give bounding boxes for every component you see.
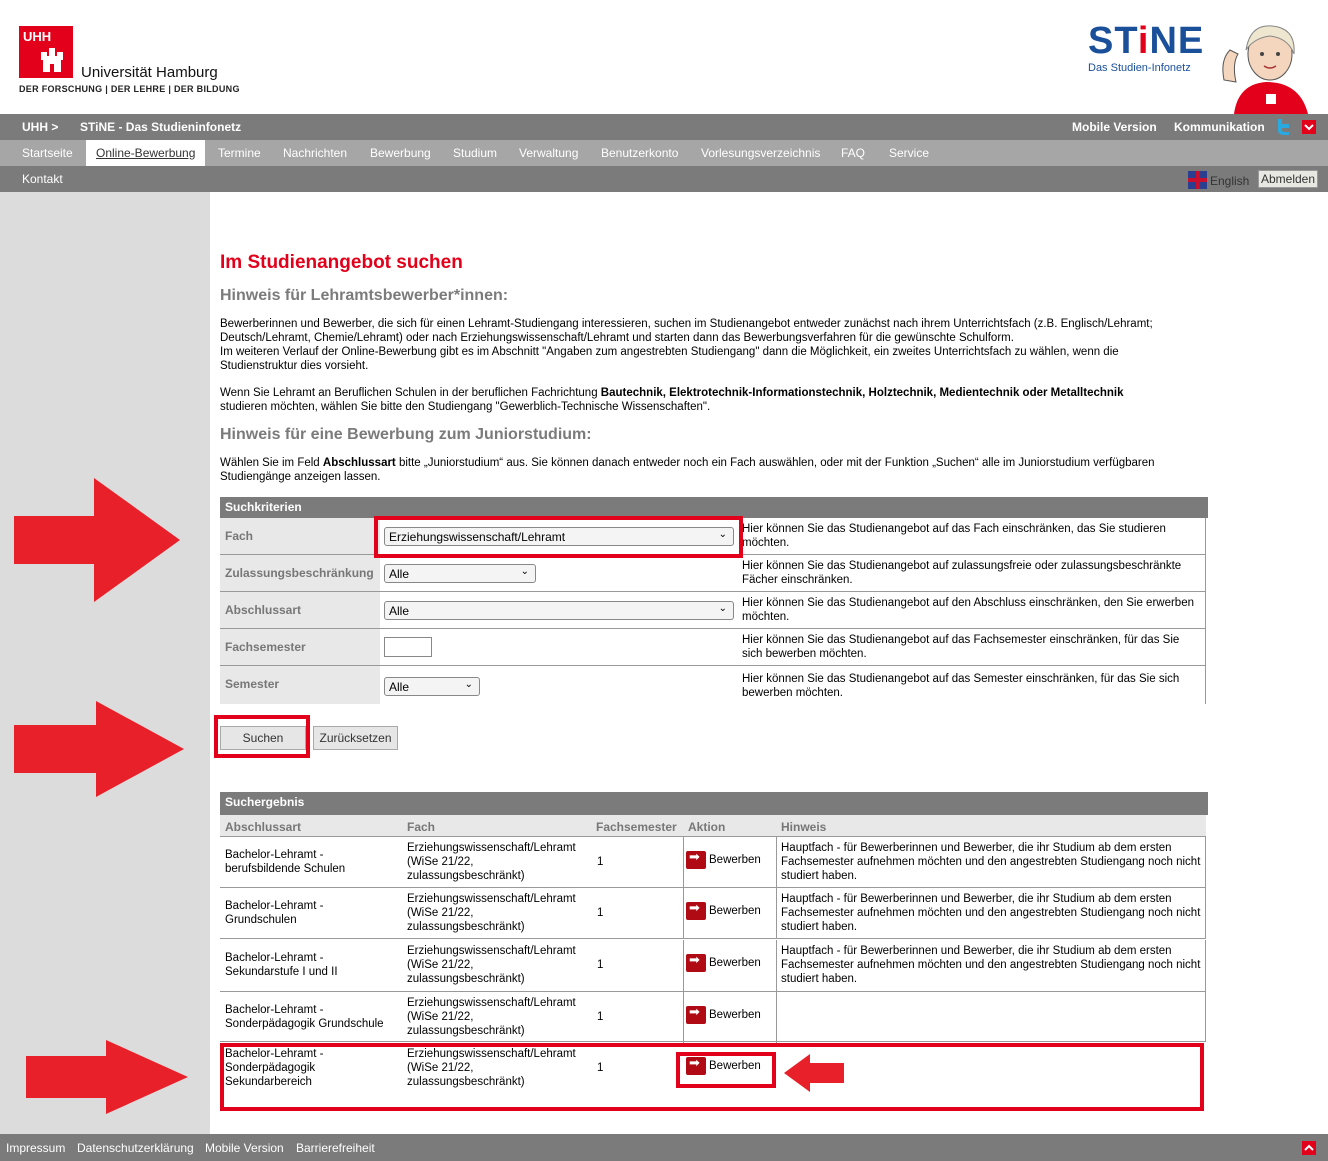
hint-lehramt-title: Hinweis für Lehramtsbewerber*innen: — [220, 287, 509, 304]
search-button[interactable]: Suchen — [220, 726, 306, 750]
red-arrow-left-icon — [784, 1054, 844, 1092]
bewerben-button[interactable] — [686, 902, 776, 920]
row-fach-line: (WiSe 21/22, — [407, 1011, 474, 1023]
row-fach-line: (WiSe 21/22, — [407, 1062, 474, 1074]
table-row — [220, 837, 1206, 888]
row-fach-line: Erziehungswissenschaft/Lehramt — [407, 1048, 576, 1060]
uhh-breadcrumb-link[interactable]: UHH > — [22, 120, 59, 134]
results-column-header — [220, 815, 1206, 837]
kommunikation-link[interactable]: Kommunikation — [1174, 120, 1265, 134]
page-title: Im Studienangebot suchen — [220, 252, 463, 273]
row-abschluss-line: Sonderpädagogik Grundschule — [225, 1018, 384, 1030]
zulassung-control — [380, 555, 740, 591]
footer-mobile-link[interactable]: Mobile Version — [205, 1141, 284, 1155]
top-bar — [0, 114, 1328, 140]
nav-online-bewerbung[interactable]: Online-Bewerbung — [86, 140, 205, 166]
bewerben-button[interactable] — [686, 851, 776, 869]
nav-vorlesungsverzeichnis[interactable]: Vorlesungsverzeichnis — [701, 146, 821, 160]
mobile-version-link[interactable]: Mobile Version — [1072, 120, 1157, 134]
row-abschluss-line: Bachelor-Lehramt - — [225, 900, 324, 912]
footer-impressum-link[interactable]: Impressum — [6, 1141, 66, 1155]
row-hinweis: Hauptfach - für Bewerberinnen und Bewerber, die ihr Studium ab dem ersten Fachsemester aufnehmen möchten und den angestrebten Studiengang noch nicht studiert haben. — [781, 893, 1201, 933]
highlight-bewerben-button — [676, 1052, 776, 1088]
row-fach-line: (WiSe 21/22, — [407, 959, 474, 971]
hint-junior-text-b: bitte „Juniorstudium“ aus. Sie können danach entweder noch ein Fach auswählen, oder mit der Funktion „Suchen“ alle im Juniorstudium verfügbaren — [395, 457, 1155, 469]
col-fach: Fach — [407, 820, 436, 834]
abschlussart-select[interactable] — [384, 601, 734, 620]
fachsemester-label: Fachsemester — [220, 629, 380, 665]
nav-studium[interactable]: Studium — [453, 146, 498, 160]
university-name: Universität Hamburg — [81, 64, 218, 81]
hint-junior-bold: Abschlussart — [322, 457, 396, 469]
red-arrow-right-icon — [26, 1040, 188, 1114]
col-divider — [683, 888, 684, 939]
castle-icon — [41, 48, 63, 72]
row-fach-line: (WiSe 21/22, — [407, 907, 474, 919]
left-sidebar — [0, 192, 210, 1134]
col-divider — [776, 837, 777, 888]
stine-subtitle: Das Studien-Infonetz — [1088, 62, 1191, 74]
abschlussart-control — [380, 592, 740, 628]
row-semester: 1 — [597, 907, 604, 919]
bewerben-label: Bewerben — [709, 854, 761, 867]
fach-hint: Hier können Sie das Studienangebot auf das Fach einschränken, das Sie studieren möchten. — [742, 523, 1166, 549]
reset-button[interactable]: Zurücksetzen — [313, 726, 398, 750]
row-hinweis: Hauptfach - für Bewerberinnen und Bewerber, die ihr Studium ab dem ersten Fachsemester aufnehmen möchten und den angestrebten Studiengang noch nicht studiert haben. — [781, 842, 1201, 882]
footer-datenschutz-link[interactable]: Datenschutzerklärung — [77, 1141, 194, 1155]
row-fach-line: zulassungsbeschränkt) — [407, 1025, 525, 1037]
arrow-right-icon — [686, 902, 706, 920]
row-fach — [407, 892, 587, 934]
col-divider — [683, 940, 684, 991]
chevron-up-icon — [1302, 1141, 1316, 1155]
row-abschluss-line: berufsbildende Schulen — [225, 863, 346, 875]
row-hinweis: Hauptfach - für Bewerberinnen und Bewerber, die ihr Studium ab dem ersten Fachsemester aufnehmen möchten und den angestrebten Studiengang noch nicht studiert haben. — [781, 945, 1201, 985]
row-fach — [407, 841, 587, 883]
search-criteria-header: Suchkriterien — [220, 497, 1208, 518]
col-divider — [683, 992, 684, 1043]
row-fach-line: zulassungsbeschränkt) — [407, 1076, 525, 1088]
semester-control — [380, 666, 740, 702]
highlight-fach-select — [374, 516, 743, 558]
red-arrow-right-icon — [14, 478, 180, 602]
row-fach-line: zulassungsbeschränkt) — [407, 870, 525, 882]
chevron-down-icon: ⌄ — [718, 603, 727, 614]
main-nav — [0, 140, 1328, 166]
results-header: Suchergebnis — [220, 792, 1208, 815]
fach-label: Fach — [220, 518, 380, 554]
col-aktion: Aktion — [688, 820, 726, 834]
highlight-search-button — [214, 715, 310, 758]
search-row-abschlussart — [220, 592, 1206, 629]
uhh-logo-box — [19, 26, 73, 78]
search-row-fachsemester — [220, 629, 1206, 666]
semester-label: Semester — [220, 666, 380, 704]
semester-hint: Hier können Sie das Studienangebot auf das Semester einschränken, für das Sie sich bewerben möchten. — [742, 673, 1180, 699]
mascot-illustration — [1204, 20, 1328, 114]
row-fach-line: zulassungsbeschränkt) — [407, 973, 525, 985]
row-abschluss — [225, 848, 345, 876]
zulassung-select-value: Alle — [389, 567, 410, 581]
uhh-box-text: UHH — [23, 29, 52, 44]
uk-flag-icon[interactable] — [1188, 171, 1207, 189]
row-fach-line: Erziehungswissenschaft/Lehramt — [407, 997, 576, 1009]
hint-lehramt-line2: Deutsch/Lehramt, Chemie/Lehramt) oder nach Erziehungswissenschaft/Lehramt und starten dann das Bewerbungsverfahren für die gewünschte Schulform. — [220, 332, 1014, 344]
chevron-down-icon — [1302, 120, 1316, 134]
chevron-down-icon: ⌄ — [718, 529, 727, 540]
hint-lehramt-paragraph — [220, 317, 1190, 373]
col-divider — [776, 992, 777, 1043]
fachsemester-hint: Hier können Sie das Studienangebot auf das Fachsemester einschränken, für das Sie sich bewerben möchten. — [742, 634, 1180, 660]
hint-junior-paragraph — [220, 456, 1190, 484]
row-fach-line: Erziehungswissenschaft/Lehramt — [407, 842, 576, 854]
bewerben-label: Bewerben — [709, 1009, 761, 1022]
zulassung-label: Zulassungsbeschränkung — [220, 555, 380, 591]
bewerben-button[interactable] — [686, 1006, 776, 1024]
zulassung-select[interactable] — [384, 564, 536, 583]
abschlussart-label: Abschlussart — [220, 592, 380, 628]
hint-berufliche-bold: Bautechnik, Elektrotechnik-Informationstechnik, Holztechnik, Medientechnik oder Metalltechnik — [600, 387, 1124, 399]
nav-faq[interactable]: FAQ — [841, 146, 866, 160]
nav-bewerbung[interactable]: Bewerbung — [370, 146, 431, 160]
stine-title-i: i — [1137, 20, 1150, 62]
nav-nachrichten[interactable]: Nachrichten — [283, 146, 348, 160]
row-fach-line: (WiSe 21/22, — [407, 856, 474, 868]
logout-button[interactable]: Abmelden — [1258, 170, 1318, 188]
row-semester: 1 — [597, 1011, 604, 1023]
uhh-logo[interactable] — [19, 26, 239, 100]
hint-berufliche-paragraph — [220, 386, 1190, 414]
fachsemester-control — [380, 629, 740, 665]
hint-lehramt-line4: Studienstruktur dies vorsieht. — [220, 360, 369, 372]
row-abschluss-line: Grundschulen — [225, 914, 297, 926]
zulassung-hint: Hier können Sie das Studienangebot auf zulassungsfreie oder zulassungsbeschränkte Fächer einschränken. — [742, 560, 1182, 586]
hint-junior-title: Hinweis für eine Bewerbung zum Juniorstudium: — [220, 426, 592, 443]
table-row — [220, 940, 1206, 991]
bewerben-label: Bewerben — [709, 1060, 761, 1073]
chevron-down-icon: ⌄ — [464, 679, 473, 690]
nav-service[interactable]: Service — [889, 146, 930, 160]
hint-lehramt-line1: Bewerberinnen und Bewerber, die sich für einen Lehramt-Studiengang interessieren, suchen im Studienangebot entweder zunächst nach ihrem Unterrichtsfach (z.B. Englisch/Lehramt; — [220, 318, 1153, 330]
language-english-link[interactable]: English — [1210, 174, 1250, 188]
col-divider — [776, 940, 777, 991]
row-abschluss — [225, 951, 338, 979]
stine-title-part1: ST — [1088, 20, 1138, 62]
twitter-icon[interactable] — [1275, 118, 1291, 136]
semester-select[interactable] — [384, 677, 480, 696]
arrow-right-icon — [686, 1006, 706, 1024]
arrow-right-icon — [686, 954, 706, 972]
row-abschluss — [225, 899, 323, 927]
row-fach — [407, 944, 587, 986]
footer — [0, 1134, 1328, 1161]
row-fach-line: Erziehungswissenschaft/Lehramt — [407, 945, 576, 957]
stine-title — [1088, 20, 1204, 63]
table-row — [220, 888, 1206, 939]
row-fach-line: Erziehungswissenschaft/Lehramt — [407, 893, 576, 905]
sub-nav — [0, 166, 1328, 192]
row-fach-line: zulassungsbeschränkt) — [407, 921, 525, 933]
table-row — [220, 991, 1206, 1042]
hint-berufliche-text-b: studieren möchten, wählen Sie bitte den Studiengang "Gewerblich-Technische Wissenschaften". — [220, 401, 711, 413]
row-abschluss — [225, 1003, 384, 1031]
row-abschluss-line: Sekundarbereich — [225, 1076, 312, 1088]
abschlussart-hint: Hier können Sie das Studienangebot auf den Abschluss einschränken, den Sie erwerben möchten. — [742, 597, 1194, 623]
university-tagline: DER FORSCHUNG | DER LEHRE | DER BILDUNG — [19, 84, 240, 94]
col-hinweis: Hinweis — [781, 820, 827, 834]
stine-title-part2: NE — [1149, 20, 1205, 62]
row-abschluss-line: Sekundarstufe I und II — [225, 966, 338, 978]
stine-logo[interactable] — [1088, 20, 1328, 114]
hint-berufliche-text-a: Wenn Sie Lehramt an Beruflichen Schulen in der beruflichen Fachrichtung — [220, 387, 601, 399]
nav-termine[interactable]: Termine — [218, 146, 261, 160]
row-semester: 1 — [597, 1062, 604, 1074]
nav-verwaltung[interactable]: Verwaltung — [519, 146, 579, 160]
arrow-right-icon — [686, 851, 706, 869]
chevron-down-icon: ⌄ — [520, 566, 529, 577]
row-abschluss-line: Bachelor-Lehramt - — [225, 952, 324, 964]
hint-junior-text-c: Studiengänge anzeigen lassen. — [220, 471, 381, 483]
row-abschluss-line: Bachelor-Lehramt - — [225, 1004, 324, 1016]
semester-select-value: Alle — [389, 680, 410, 694]
col-divider — [683, 837, 684, 888]
header — [0, 0, 1328, 114]
fachsemester-input[interactable] — [384, 637, 432, 657]
hint-lehramt-line3: Im weiteren Verlauf der Online-Bewerbung gibt es im Abschnitt "Angaben zum angestrebten Studiengang" dann die Möglichkeit, ein zweites Unterrichtsfach zu wählen, wenn die — [220, 346, 1119, 358]
search-row-zulassung — [220, 555, 1206, 592]
app-title[interactable]: STiNE - Das Studieninfonetz — [80, 120, 242, 134]
collapse-header-button[interactable] — [1302, 120, 1316, 134]
hint-junior-text-a: Wählen Sie im Feld — [220, 457, 323, 469]
red-arrow-right-icon — [14, 701, 184, 797]
fach-select-value: Erziehungswissenschaft/Lehramt — [389, 530, 566, 544]
footer-barrierefreiheit-link[interactable]: Barrierefreiheit — [296, 1141, 375, 1155]
bewerben-label: Bewerben — [709, 957, 761, 970]
col-abschlussart: Abschlussart — [225, 820, 302, 834]
nav-startseite[interactable]: Startseite — [22, 146, 73, 160]
col-fachsemester: Fachsemester — [596, 820, 677, 834]
nav-kontakt[interactable]: Kontakt — [22, 172, 63, 186]
row-semester: 1 — [597, 959, 604, 971]
row-abschluss-line: Bachelor-Lehramt - — [225, 849, 324, 861]
bewerben-button[interactable] — [686, 954, 776, 972]
row-semester: 1 — [597, 856, 604, 868]
row-fach — [407, 996, 587, 1038]
search-row-semester — [220, 666, 1206, 704]
row-abschluss-line: Bachelor-Lehramt - — [225, 1048, 324, 1060]
abschlussart-select-value: Alle — [389, 604, 410, 618]
row-abschluss-line: Sonderpädagogik — [225, 1062, 316, 1074]
scroll-to-top-button[interactable] — [1302, 1141, 1316, 1155]
nav-benutzerkonto[interactable]: Benutzerkonto — [601, 146, 679, 160]
col-divider — [776, 888, 777, 939]
bewerben-label: Bewerben — [709, 905, 761, 918]
